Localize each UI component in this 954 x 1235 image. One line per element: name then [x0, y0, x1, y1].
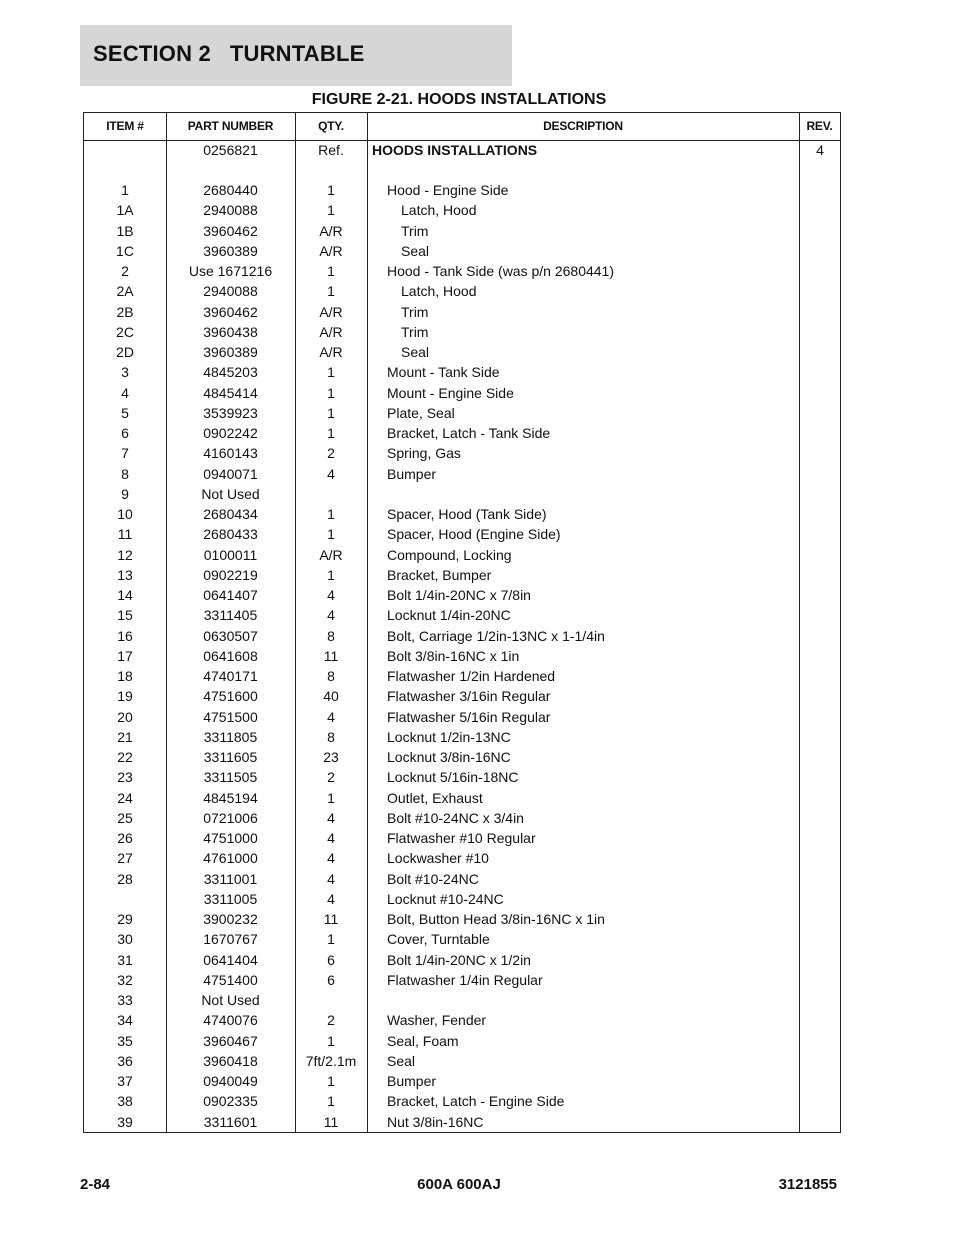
description-cell: Locknut 1/2in-13NC [387, 728, 511, 745]
page-number: 2-84 [80, 1176, 111, 1193]
description-cell: Bracket, Latch - Engine Side [387, 1093, 565, 1110]
item-number-cell: 2C [116, 323, 134, 340]
qty-cell: 8 [327, 627, 335, 644]
qty-cell: 1 [327, 526, 335, 543]
part-number-cell: 4845414 [203, 384, 258, 401]
qty-cell: 1 [327, 364, 335, 381]
description-cell: Washer, Fender [387, 1012, 487, 1029]
description-cell: Flatwasher #10 Regular [387, 830, 536, 846]
description-cell: Spacer, Hood (Tank Side) [387, 506, 547, 522]
qty-cell: 1 [327, 202, 335, 219]
part-number-cell: 3960462 [203, 303, 258, 320]
qty-cell: 1 [327, 1032, 335, 1049]
description-cell: Flatwasher 3/16in Regular [387, 688, 551, 705]
parts-table [83, 112, 841, 1133]
table-row [84, 909, 840, 929]
part-number-cell: 2940088 [203, 202, 258, 219]
item-number-cell: 37 [117, 1073, 133, 1089]
table-row [84, 1051, 840, 1071]
part-number-cell: 3311605 [203, 749, 258, 765]
qty-cell: 2 [327, 1012, 335, 1029]
part-number-cell: 3311001 [203, 870, 258, 887]
description-cell: Seal [401, 242, 430, 259]
qty-cell: 4 [327, 850, 335, 867]
part-number-cell: 2940088 [203, 283, 258, 300]
item-number-cell: 34 [117, 1012, 133, 1029]
item-number-cell: 35 [117, 1032, 133, 1049]
description-cell: Latch, Hood [401, 283, 477, 300]
table-row [84, 261, 840, 281]
part-number-cell: 4751400 [203, 971, 258, 988]
table-row [84, 1010, 840, 1030]
item-number-cell: 16 [117, 627, 133, 644]
description-cell: Flatwasher 1/2in Hardened [387, 668, 556, 684]
item-number-cell: 2A [116, 283, 134, 300]
qty-cell: 6 [327, 971, 335, 988]
part-number-cell: 3960389 [203, 344, 258, 360]
item-number-cell: 27 [117, 850, 133, 867]
item-number-cell: 9 [121, 485, 129, 502]
qty-cell: 1 [327, 384, 335, 401]
part-number-cell: 0902219 [203, 566, 258, 583]
description-cell: Seal [401, 344, 430, 360]
description-cell: Compound, Locking [387, 546, 512, 563]
qty-cell: 8 [327, 668, 335, 684]
item-number-cell: 1C [116, 242, 134, 259]
qty-cell: 40 [323, 688, 339, 705]
item-number-cell: 24 [117, 789, 133, 806]
rev-cell: 4 [816, 142, 824, 158]
description-cell: Bolt, Carriage 1/2in-13NC x 1-1/4in [387, 627, 605, 644]
table-row [84, 646, 840, 666]
qty-cell: 1 [327, 425, 335, 441]
table-row [84, 221, 840, 241]
part-number-cell: 4751500 [203, 708, 258, 725]
part-number-cell: 0940071 [203, 465, 258, 482]
model-name: 600A 600AJ [417, 1176, 501, 1193]
part-number-cell: 3960438 [203, 323, 258, 340]
header-description: DESCRIPTION [543, 119, 623, 133]
item-number-cell: 38 [117, 1093, 133, 1110]
description-cell: Bumper [387, 1073, 437, 1089]
part-number-cell: 3311505 [203, 769, 258, 786]
description-cell: Spacer, Hood (Engine Side) [387, 526, 561, 543]
description-cell: Cover, Turntable [387, 931, 490, 948]
description-cell: Trim [401, 303, 429, 320]
table-row [84, 504, 840, 524]
table-row [84, 1071, 840, 1091]
part-number-cell: 4845203 [203, 364, 258, 381]
part-number-cell: 0940049 [203, 1073, 258, 1089]
item-number-cell: 6 [121, 425, 129, 441]
item-number-cell: 28 [117, 870, 133, 887]
table-row [84, 302, 840, 322]
table-row [84, 808, 840, 828]
header-qty: QTY. [318, 119, 344, 133]
table-row [84, 524, 840, 544]
qty-cell: A/R [319, 222, 343, 239]
item-number-cell: 19 [117, 688, 133, 705]
item-number-cell: 14 [117, 587, 133, 603]
description-cell: Trim [401, 323, 429, 340]
item-number-cell: 15 [117, 607, 133, 624]
section-title: SECTION 2 TURNTABLE [93, 41, 365, 66]
item-number-cell: 21 [117, 728, 133, 745]
qty-cell: 6 [327, 951, 335, 968]
item-number-cell: 25 [117, 809, 133, 826]
description-cell: Flatwasher 1/4in Regular [387, 971, 543, 988]
table-row [84, 403, 840, 423]
part-number-cell: 2680433 [203, 526, 258, 543]
table-row [84, 626, 840, 646]
table-row [84, 200, 840, 220]
table-row [84, 929, 840, 949]
header-part-number: PART NUMBER [187, 119, 274, 133]
table-row [84, 180, 840, 200]
table-row [84, 322, 840, 342]
document-number: 3121855 [778, 1176, 837, 1193]
item-number-cell: 20 [117, 708, 133, 725]
description-cell: Spring, Gas [387, 445, 461, 462]
part-number-cell: 3900232 [203, 911, 258, 927]
part-number-cell: 0721006 [203, 809, 258, 826]
table-row [84, 666, 840, 686]
qty-cell: 11 [323, 911, 339, 927]
part-number-cell: 3960462 [203, 222, 258, 239]
item-number-cell: 4 [121, 384, 129, 401]
description-cell: Mount - Tank Side [387, 364, 500, 381]
table-row [84, 747, 840, 767]
table-row [84, 889, 840, 909]
description-cell: Seal, Foam [387, 1032, 459, 1049]
item-number-cell: 23 [117, 769, 133, 786]
part-number-cell: 3960389 [203, 242, 258, 259]
part-number-cell: 3960418 [203, 1052, 258, 1069]
qty-cell: 4 [327, 870, 335, 887]
part-number-cell: 4740171 [203, 668, 258, 684]
part-number-cell: 4845194 [203, 789, 258, 806]
table-row [84, 281, 840, 301]
qty-cell: 4 [327, 890, 335, 907]
table-row [84, 990, 840, 1010]
qty-cell: 4 [327, 830, 335, 846]
table-row [84, 140, 840, 160]
description-cell: Outlet, Exhaust [387, 789, 483, 806]
item-number-cell: 2 [121, 263, 129, 279]
table-row [84, 707, 840, 727]
description-cell: Mount - Engine Side [387, 384, 514, 401]
part-number-cell: 3960467 [203, 1032, 258, 1049]
table-row [84, 1091, 840, 1111]
part-number-cell: 0641407 [203, 587, 258, 603]
qty-cell: 1 [327, 263, 335, 279]
item-number-cell: 10 [117, 506, 133, 522]
part-number-cell: 0256821 [203, 142, 258, 158]
table-row [84, 443, 840, 463]
qty-cell: 8 [327, 728, 335, 745]
part-number-cell: 4160143 [203, 445, 258, 462]
part-number-cell: 4740076 [203, 1012, 258, 1029]
description-cell: HOODS INSTALLATIONS [372, 142, 538, 158]
qty-cell: 1 [327, 789, 335, 806]
item-number-cell: 36 [117, 1052, 133, 1069]
table-row [84, 545, 840, 565]
description-cell: Bolt #10-24NC x 3/4in [387, 809, 524, 826]
part-number-cell: Not Used [201, 992, 260, 1008]
description-cell: Bracket, Latch - Tank Side [387, 425, 551, 441]
part-number-cell: 3311805 [203, 728, 258, 745]
header-item: ITEM # [106, 119, 144, 133]
item-number-cell: 30 [117, 931, 133, 948]
qty-cell: 11 [323, 647, 339, 664]
part-number-cell: Not Used [201, 485, 260, 502]
item-number-cell: 22 [117, 749, 133, 765]
item-number-cell: 32 [117, 971, 133, 988]
item-number-cell: 5 [121, 404, 129, 421]
description-cell: Locknut #10-24NC [387, 890, 504, 907]
description-cell: Seal [387, 1052, 416, 1069]
table-row [84, 484, 840, 504]
qty-cell: 11 [323, 1113, 339, 1130]
item-number-cell: 17 [117, 647, 133, 664]
section-banner [80, 25, 512, 86]
table-row [84, 788, 840, 808]
item-number-cell: 18 [117, 668, 133, 684]
figure-title: FIGURE 2-21. HOODS INSTALLATIONS [311, 91, 607, 108]
part-number-cell: 1670767 [203, 931, 258, 948]
part-number-cell: 3539923 [203, 404, 258, 421]
qty-cell: 1 [327, 931, 335, 948]
part-number-cell: 0641608 [203, 647, 258, 664]
description-cell: Nut 3/8in-16NC [387, 1113, 484, 1130]
item-number-cell: 12 [117, 546, 133, 563]
part-number-cell: 3311601 [203, 1113, 258, 1130]
header-rev: REV. [806, 119, 833, 133]
part-number-cell: 0630507 [203, 627, 258, 644]
table-row [84, 241, 840, 261]
qty-cell: 1 [327, 1093, 335, 1110]
table-row [84, 970, 840, 990]
part-number-cell: 2680440 [203, 182, 258, 198]
part-number-cell: Use 1671216 [188, 263, 273, 279]
description-cell: Bolt 1/4in-20NC x 1/2in [387, 951, 531, 968]
description-cell: Bolt 3/8in-16NC x 1in [387, 647, 520, 664]
qty-cell: 1 [327, 283, 335, 300]
qty-cell: A/R [319, 303, 343, 320]
item-number-cell: 31 [117, 951, 133, 968]
qty-cell: A/R [319, 344, 343, 360]
table-row [84, 565, 840, 585]
qty-cell: 4 [327, 809, 335, 826]
table-row [84, 383, 840, 403]
description-cell: Locknut 3/8in-16NC [387, 749, 511, 765]
qty-cell: 2 [327, 769, 335, 786]
description-cell: Locknut 1/4in-20NC [387, 607, 511, 624]
qty-cell: 1 [327, 404, 335, 421]
qty-cell: Ref. [318, 142, 344, 158]
description-cell: Flatwasher 5/16in Regular [387, 708, 551, 725]
part-number-cell: 0902242 [203, 425, 258, 441]
item-number-cell: 8 [121, 465, 129, 482]
table-row [84, 362, 840, 382]
table-row [84, 869, 840, 889]
part-number-cell: 4761000 [203, 850, 258, 867]
description-cell: Latch, Hood [401, 202, 477, 219]
item-number-cell: 3 [121, 364, 129, 381]
description-cell: Hood - Tank Side (was p/n 2680441) [387, 263, 614, 279]
item-number-cell: 11 [117, 526, 133, 543]
qty-cell: 4 [327, 465, 335, 482]
qty-cell: 2 [327, 445, 335, 462]
table-row [84, 1031, 840, 1051]
table-row [84, 605, 840, 625]
item-number-cell: 39 [117, 1113, 133, 1130]
description-cell: Hood - Engine Side [387, 182, 509, 198]
description-cell: Trim [401, 222, 429, 239]
qty-cell: 4 [327, 708, 335, 725]
item-number-cell: 2D [116, 344, 134, 360]
qty-cell: A/R [319, 242, 343, 259]
table-row [84, 585, 840, 605]
description-cell: Bumper [387, 465, 437, 482]
part-number-cell: 3311405 [203, 607, 258, 624]
table-row [84, 464, 840, 484]
table-row [84, 950, 840, 970]
description-cell: Bolt #10-24NC [387, 870, 479, 887]
table-row [84, 767, 840, 787]
table-row [84, 727, 840, 747]
description-cell: Plate, Seal [387, 404, 455, 421]
qty-cell: A/R [319, 546, 343, 563]
qty-cell: A/R [319, 323, 343, 340]
qty-cell: 1 [327, 506, 335, 522]
table-row [84, 848, 840, 868]
part-number-cell: 4751600 [203, 688, 258, 705]
part-number-cell: 4751000 [203, 830, 258, 846]
item-number-cell: 13 [117, 566, 133, 583]
item-number-cell: 2B [116, 303, 134, 320]
qty-cell: 4 [327, 587, 335, 603]
table-row [84, 423, 840, 443]
item-number-cell: 7 [121, 445, 129, 462]
table-row [84, 828, 840, 848]
description-cell: Bracket, Bumper [387, 566, 492, 583]
table-row [84, 686, 840, 706]
item-number-cell: 1A [116, 202, 134, 219]
description-cell: Bolt 1/4in-20NC x 7/8in [387, 587, 531, 603]
item-number-cell: 1 [121, 182, 129, 198]
part-number-cell: 2680434 [203, 506, 258, 522]
qty-cell: 1 [327, 182, 335, 198]
qty-cell: 1 [327, 566, 335, 583]
qty-cell: 1 [327, 1073, 335, 1089]
qty-cell: 4 [327, 607, 335, 624]
part-number-cell: 0641404 [203, 951, 258, 968]
description-cell: Lockwasher #10 [387, 850, 489, 867]
table-row [84, 1112, 840, 1132]
part-number-cell: 3311005 [203, 890, 258, 907]
qty-cell: 23 [323, 749, 339, 765]
qty-cell: 7ft/2.1m [305, 1052, 357, 1069]
item-number-cell: 29 [117, 911, 133, 927]
item-number-cell: 26 [117, 830, 133, 846]
description-cell: Locknut 5/16in-18NC [387, 769, 519, 786]
part-number-cell: 0902335 [203, 1093, 258, 1110]
item-number-cell: 33 [117, 992, 133, 1008]
item-number-cell: 1B [116, 222, 134, 239]
description-cell: Bolt, Button Head 3/8in-16NC x 1in [387, 911, 605, 927]
table-row [84, 342, 840, 362]
part-number-cell: 0100011 [203, 546, 258, 563]
